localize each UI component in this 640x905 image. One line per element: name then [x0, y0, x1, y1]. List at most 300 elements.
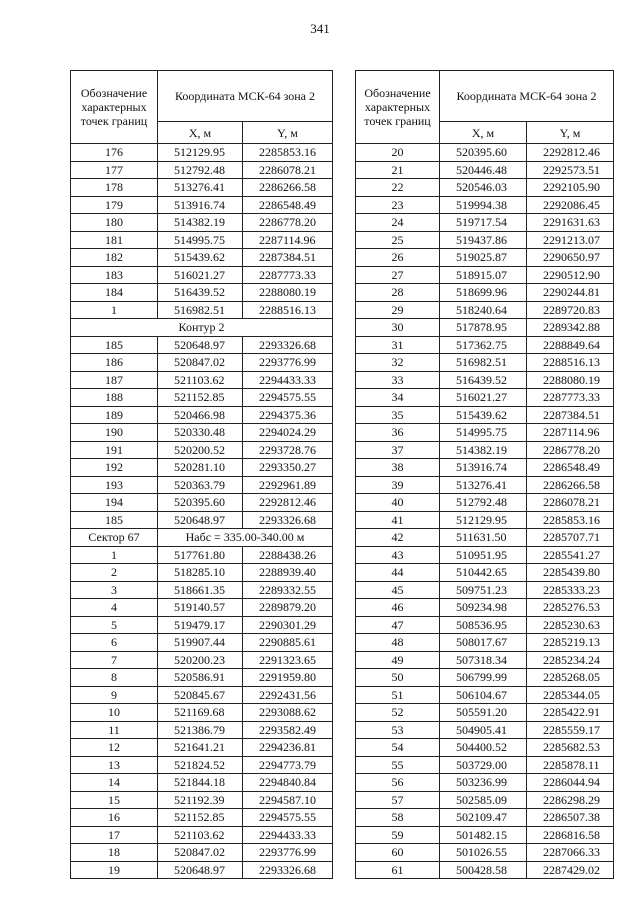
table-row — [356, 581, 614, 599]
table-row — [356, 476, 614, 494]
y-coordinate: 2285276.53 — [527, 599, 614, 617]
table-row — [356, 161, 614, 179]
point-id: 26 — [356, 249, 440, 267]
x-coordinate: 520200.52 — [158, 441, 243, 459]
x-coordinate: 501482.15 — [440, 826, 527, 844]
y-coordinate: 2294375.36 — [243, 406, 333, 424]
x-coordinate: 520446.48 — [440, 161, 527, 179]
x-coordinate: 518915.07 — [440, 266, 527, 284]
y-coordinate: 2287384.51 — [243, 249, 333, 267]
point-id: 39 — [356, 476, 440, 494]
x-coordinate: 520847.02 — [158, 844, 243, 862]
y-coordinate: 2294840.84 — [243, 774, 333, 792]
table-row — [71, 809, 333, 827]
point-id: 41 — [356, 511, 440, 529]
x-coordinate: 510951.95 — [440, 546, 527, 564]
y-coordinate: 2291959.80 — [243, 669, 333, 687]
y-coordinate: 2285344.05 — [527, 686, 614, 704]
x-coordinate: 520466.98 — [158, 406, 243, 424]
point-id: 179 — [71, 196, 158, 214]
y-coordinate: 2286816.58 — [527, 826, 614, 844]
y-coordinate: 2291323.65 — [243, 651, 333, 669]
y-coordinate: 2285268.05 — [527, 669, 614, 687]
contour-label: Контур 2 — [71, 319, 333, 337]
point-id: 13 — [71, 756, 158, 774]
y-coordinate: 2288080.19 — [243, 284, 333, 302]
table-row — [71, 371, 333, 389]
table-row — [356, 511, 614, 529]
table-row — [71, 389, 333, 407]
y-coordinate: 2288939.40 — [243, 564, 333, 582]
point-id: 186 — [71, 354, 158, 372]
x-coordinate: 521152.85 — [158, 809, 243, 827]
y-coordinate: 2289720.83 — [527, 301, 614, 319]
x-coordinate: 516982.51 — [158, 301, 243, 319]
y-coordinate: 2293776.99 — [243, 844, 333, 862]
x-coordinate: 520281.10 — [158, 459, 243, 477]
x-coordinate: 520648.97 — [158, 511, 243, 529]
y-coordinate: 2285234.24 — [527, 651, 614, 669]
point-id: 20 — [356, 144, 440, 162]
y-coordinate: 2294575.55 — [243, 389, 333, 407]
y-coordinate: 2286548.49 — [527, 459, 614, 477]
table-row — [356, 616, 614, 634]
point-id: 182 — [71, 249, 158, 267]
x-coordinate: 509751.23 — [440, 581, 527, 599]
point-id: 10 — [71, 704, 158, 722]
y-coordinate: 2293776.99 — [243, 354, 333, 372]
table-row — [71, 546, 333, 564]
point-id: 6 — [71, 634, 158, 652]
table-row — [356, 669, 614, 687]
point-id: 31 — [356, 336, 440, 354]
y-coordinate: 2292431.56 — [243, 686, 333, 704]
x-coordinate: 516021.27 — [440, 389, 527, 407]
table-row — [71, 651, 333, 669]
x-coordinate: 519025.87 — [440, 249, 527, 267]
y-coordinate: 2287114.96 — [243, 231, 333, 249]
point-id: 50 — [356, 669, 440, 687]
x-coordinate: 521103.62 — [158, 826, 243, 844]
x-coordinate: 521386.79 — [158, 721, 243, 739]
table-row — [71, 284, 333, 302]
x-coordinate: 501026.55 — [440, 844, 527, 862]
table-row — [356, 389, 614, 407]
table-row — [71, 669, 333, 687]
y-coordinate: 2290301.29 — [243, 616, 333, 634]
y-coordinate: 2292812.46 — [527, 144, 614, 162]
table-row — [356, 336, 614, 354]
table-row — [356, 424, 614, 442]
table-row — [71, 756, 333, 774]
y-coordinate: 2286778.20 — [527, 441, 614, 459]
x-coordinate: 500428.58 — [440, 861, 527, 879]
y-coordinate: 2286266.58 — [527, 476, 614, 494]
sector-row — [71, 529, 333, 547]
table-row — [71, 406, 333, 424]
y-coordinate: 2293326.68 — [243, 336, 333, 354]
x-coordinate: 516439.52 — [158, 284, 243, 302]
point-id: 55 — [356, 756, 440, 774]
y-coordinate: 2287384.51 — [527, 406, 614, 424]
x-coordinate: 521844.18 — [158, 774, 243, 792]
x-coordinate: 519717.54 — [440, 214, 527, 232]
point-id: 36 — [356, 424, 440, 442]
table-row — [356, 319, 614, 337]
point-id: 9 — [71, 686, 158, 704]
x-coordinate: 519994.38 — [440, 196, 527, 214]
y-coordinate: 2294433.33 — [243, 371, 333, 389]
y-coordinate: 2287066.33 — [527, 844, 614, 862]
table-row — [71, 686, 333, 704]
y-coordinate: 2292105.90 — [527, 179, 614, 197]
table-row — [71, 249, 333, 267]
table-row — [356, 704, 614, 722]
x-coordinate: 517761.80 — [158, 546, 243, 564]
table-row — [71, 476, 333, 494]
x-coordinate: 514995.75 — [158, 231, 243, 249]
x-coordinate: 518240.64 — [440, 301, 527, 319]
y-coordinate: 2294773.79 — [243, 756, 333, 774]
x-coordinate: 510442.65 — [440, 564, 527, 582]
x-coordinate: 518699.96 — [440, 284, 527, 302]
point-id: 38 — [356, 459, 440, 477]
point-id: 23 — [356, 196, 440, 214]
x-coordinate: 513916.74 — [158, 196, 243, 214]
point-id: 44 — [356, 564, 440, 582]
y-coordinate: 2293088.62 — [243, 704, 333, 722]
y-coordinate: 2290512.90 — [527, 266, 614, 284]
point-id: 45 — [356, 581, 440, 599]
x-coordinate: 507318.34 — [440, 651, 527, 669]
x-coordinate: 506104.67 — [440, 686, 527, 704]
table-row — [356, 739, 614, 757]
point-id: 58 — [356, 809, 440, 827]
y-coordinate: 2285439.80 — [527, 564, 614, 582]
y-coordinate: 2292573.51 — [527, 161, 614, 179]
x-coordinate: 504905.41 — [440, 721, 527, 739]
point-id: 18 — [71, 844, 158, 862]
y-coordinate: 2288438.26 — [243, 546, 333, 564]
sector-label: Сектор 67 — [71, 529, 158, 547]
x-coordinate: 518661.35 — [158, 581, 243, 599]
coordinate-system-header: Координата МСК-64 зона 2 — [158, 71, 333, 122]
table-row — [356, 301, 614, 319]
x-coordinate: 516982.51 — [440, 354, 527, 372]
x-coordinate: 509234.98 — [440, 599, 527, 617]
y-coordinate: 2294024.29 — [243, 424, 333, 442]
y-coordinate: 2289332.55 — [243, 581, 333, 599]
x-coordinate: 521103.62 — [158, 371, 243, 389]
y-coordinate: 2290885.61 — [243, 634, 333, 652]
table-row — [356, 861, 614, 879]
y-coordinate: 2291631.63 — [527, 214, 614, 232]
x-coordinate: 520330.48 — [158, 424, 243, 442]
x-coordinate: 517878.95 — [440, 319, 527, 337]
table-row — [356, 546, 614, 564]
point-id: 25 — [356, 231, 440, 249]
y-coordinate: 2288080.19 — [527, 371, 614, 389]
point-id: 176 — [71, 144, 158, 162]
y-coordinate: 2294433.33 — [243, 826, 333, 844]
point-id: 51 — [356, 686, 440, 704]
x-coordinate: 503236.99 — [440, 774, 527, 792]
y-coordinate: 2287114.96 — [527, 424, 614, 442]
y-coordinate: 2294575.55 — [243, 809, 333, 827]
x-coordinate: 520847.02 — [158, 354, 243, 372]
y-coordinate: 2294587.10 — [243, 791, 333, 809]
y-coordinate: 2285707.71 — [527, 529, 614, 547]
x-coordinate: 521824.52 — [158, 756, 243, 774]
point-id: 48 — [356, 634, 440, 652]
table-row — [356, 179, 614, 197]
point-id: 1 — [71, 546, 158, 564]
y-coordinate: 2286266.58 — [243, 179, 333, 197]
table-row — [71, 616, 333, 634]
y-coordinate: 2292086.45 — [527, 196, 614, 214]
table-row — [71, 704, 333, 722]
x-coordinate: 503729.00 — [440, 756, 527, 774]
table-row — [71, 179, 333, 197]
point-id: 37 — [356, 441, 440, 459]
point-id: 193 — [71, 476, 158, 494]
y-coordinate: 2293582.49 — [243, 721, 333, 739]
point-id: 189 — [71, 406, 158, 424]
y-coordinate: 2288849.64 — [527, 336, 614, 354]
point-id: 188 — [71, 389, 158, 407]
point-id: 185 — [71, 511, 158, 529]
table-row — [71, 214, 333, 232]
point-id: 192 — [71, 459, 158, 477]
x-coordinate: 520395.60 — [158, 494, 243, 512]
y-coordinate: 2292812.46 — [243, 494, 333, 512]
point-id: 54 — [356, 739, 440, 757]
y-coordinate: 2289879.20 — [243, 599, 333, 617]
point-id: 30 — [356, 319, 440, 337]
y-coordinate: 2293326.68 — [243, 861, 333, 879]
table-row — [356, 774, 614, 792]
x-coordinate: 518285.10 — [158, 564, 243, 582]
y-coordinate: 2285878.11 — [527, 756, 614, 774]
x-coordinate: 508536.95 — [440, 616, 527, 634]
table-row — [356, 809, 614, 827]
y-coordinate: 2286298.29 — [527, 791, 614, 809]
point-id: 178 — [71, 179, 158, 197]
x-coordinate: 519907.44 — [158, 634, 243, 652]
x-coordinate: 520363.79 — [158, 476, 243, 494]
table-row — [356, 494, 614, 512]
y-coordinate: 2286507.38 — [527, 809, 614, 827]
y-column-header: Y, м — [527, 122, 614, 144]
point-id: 49 — [356, 651, 440, 669]
table-row — [71, 791, 333, 809]
y-coordinate: 2285333.23 — [527, 581, 614, 599]
point-id: 3 — [71, 581, 158, 599]
table-row — [71, 721, 333, 739]
table-row — [356, 844, 614, 862]
table-row — [356, 249, 614, 267]
y-coordinate: 2294236.81 — [243, 739, 333, 757]
x-coordinate: 520395.60 — [440, 144, 527, 162]
point-id: 56 — [356, 774, 440, 792]
point-id: 34 — [356, 389, 440, 407]
table-row — [356, 406, 614, 424]
sector-height-range: Набс = 335.00-340.00 м — [158, 529, 333, 547]
point-id: 185 — [71, 336, 158, 354]
point-id: 53 — [356, 721, 440, 739]
table-row — [71, 739, 333, 757]
y-coordinate: 2287773.33 — [243, 266, 333, 284]
point-id: 59 — [356, 826, 440, 844]
point-id: 7 — [71, 651, 158, 669]
x-coordinate: 520648.97 — [158, 336, 243, 354]
table-row — [71, 511, 333, 529]
x-coordinate: 515439.62 — [440, 406, 527, 424]
point-id: 15 — [71, 791, 158, 809]
x-coordinate: 513276.41 — [440, 476, 527, 494]
x-coordinate: 512129.95 — [440, 511, 527, 529]
contour-row — [71, 319, 333, 337]
y-coordinate: 2290244.81 — [527, 284, 614, 302]
table-row — [71, 196, 333, 214]
y-coordinate: 2286778.20 — [243, 214, 333, 232]
x-coordinate: 505591.20 — [440, 704, 527, 722]
point-id: 61 — [356, 861, 440, 879]
y-coordinate: 2292961.89 — [243, 476, 333, 494]
y-coordinate: 2290650.97 — [527, 249, 614, 267]
table-row — [356, 529, 614, 547]
table-row — [356, 756, 614, 774]
table-row — [356, 651, 614, 669]
table-row — [356, 196, 614, 214]
point-id: 1 — [71, 301, 158, 319]
x-coordinate: 502585.09 — [440, 791, 527, 809]
point-id: 194 — [71, 494, 158, 512]
table-row — [356, 284, 614, 302]
point-id: 183 — [71, 266, 158, 284]
point-id: 60 — [356, 844, 440, 862]
right-table-body — [356, 144, 614, 879]
table-row — [71, 441, 333, 459]
point-id: 40 — [356, 494, 440, 512]
y-coordinate: 2285230.63 — [527, 616, 614, 634]
point-id: 21 — [356, 161, 440, 179]
y-coordinate: 2288516.13 — [243, 301, 333, 319]
point-column-header: Обозначение характерных точек границ — [356, 71, 440, 144]
x-coordinate: 514995.75 — [440, 424, 527, 442]
point-id: 177 — [71, 161, 158, 179]
point-id: 180 — [71, 214, 158, 232]
coordinate-system-header: Координата МСК-64 зона 2 — [440, 71, 614, 122]
point-id: 33 — [356, 371, 440, 389]
table-row — [71, 581, 333, 599]
table-row — [356, 826, 614, 844]
point-id: 19 — [71, 861, 158, 879]
y-coordinate: 2288516.13 — [527, 354, 614, 372]
table-row — [71, 231, 333, 249]
x-coordinate: 519140.57 — [158, 599, 243, 617]
coordinates-table-left — [70, 70, 333, 879]
table-row — [71, 861, 333, 879]
x-coordinate: 513276.41 — [158, 179, 243, 197]
table-row — [356, 791, 614, 809]
point-id: 22 — [356, 179, 440, 197]
x-coordinate: 508017.67 — [440, 634, 527, 652]
x-coordinate: 502109.47 — [440, 809, 527, 827]
x-coordinate: 504400.52 — [440, 739, 527, 757]
x-coordinate: 513916.74 — [440, 459, 527, 477]
point-id: 4 — [71, 599, 158, 617]
x-coordinate: 512129.95 — [158, 144, 243, 162]
point-id: 35 — [356, 406, 440, 424]
table-row — [71, 266, 333, 284]
x-coordinate: 514382.19 — [158, 214, 243, 232]
left-table-body — [71, 144, 333, 879]
table-row — [356, 686, 614, 704]
x-coordinate: 519437.86 — [440, 231, 527, 249]
x-column-header: Х, м — [158, 122, 243, 144]
x-coordinate: 516439.52 — [440, 371, 527, 389]
x-coordinate: 520200.23 — [158, 651, 243, 669]
point-id: 16 — [71, 809, 158, 827]
point-id: 28 — [356, 284, 440, 302]
x-coordinate: 506799.99 — [440, 669, 527, 687]
point-id: 52 — [356, 704, 440, 722]
x-coordinate: 521152.85 — [158, 389, 243, 407]
x-coordinate: 515439.62 — [158, 249, 243, 267]
point-id: 42 — [356, 529, 440, 547]
x-coordinate: 517362.75 — [440, 336, 527, 354]
x-column-header: Х, м — [440, 122, 527, 144]
table-row — [356, 214, 614, 232]
table-row — [356, 144, 614, 162]
table-row — [71, 564, 333, 582]
point-id: 5 — [71, 616, 158, 634]
table-row — [356, 231, 614, 249]
point-id: 184 — [71, 284, 158, 302]
x-coordinate: 516021.27 — [158, 266, 243, 284]
x-coordinate: 512792.48 — [440, 494, 527, 512]
table-row — [71, 826, 333, 844]
table-row — [71, 599, 333, 617]
table-row — [71, 774, 333, 792]
point-id: 8 — [71, 669, 158, 687]
y-coordinate: 2293326.68 — [243, 511, 333, 529]
y-coordinate: 2285682.53 — [527, 739, 614, 757]
point-column-header: Обозначение характерных точек границ — [71, 71, 158, 144]
point-id: 46 — [356, 599, 440, 617]
table-row — [356, 599, 614, 617]
x-coordinate: 519479.17 — [158, 616, 243, 634]
y-coordinate: 2286078.21 — [527, 494, 614, 512]
x-coordinate: 514382.19 — [440, 441, 527, 459]
point-id: 2 — [71, 564, 158, 582]
table-row — [356, 564, 614, 582]
table-row — [71, 844, 333, 862]
x-coordinate: 520648.97 — [158, 861, 243, 879]
y-coordinate: 2286548.49 — [243, 196, 333, 214]
point-id: 47 — [356, 616, 440, 634]
y-coordinate: 2293350.27 — [243, 459, 333, 477]
point-id: 43 — [356, 546, 440, 564]
y-coordinate: 2293728.76 — [243, 441, 333, 459]
y-coordinate: 2285559.17 — [527, 721, 614, 739]
y-coordinate: 2285219.13 — [527, 634, 614, 652]
y-coordinate: 2286078.21 — [243, 161, 333, 179]
y-coordinate: 2286044.94 — [527, 774, 614, 792]
y-coordinate: 2285541.27 — [527, 546, 614, 564]
point-id: 190 — [71, 424, 158, 442]
